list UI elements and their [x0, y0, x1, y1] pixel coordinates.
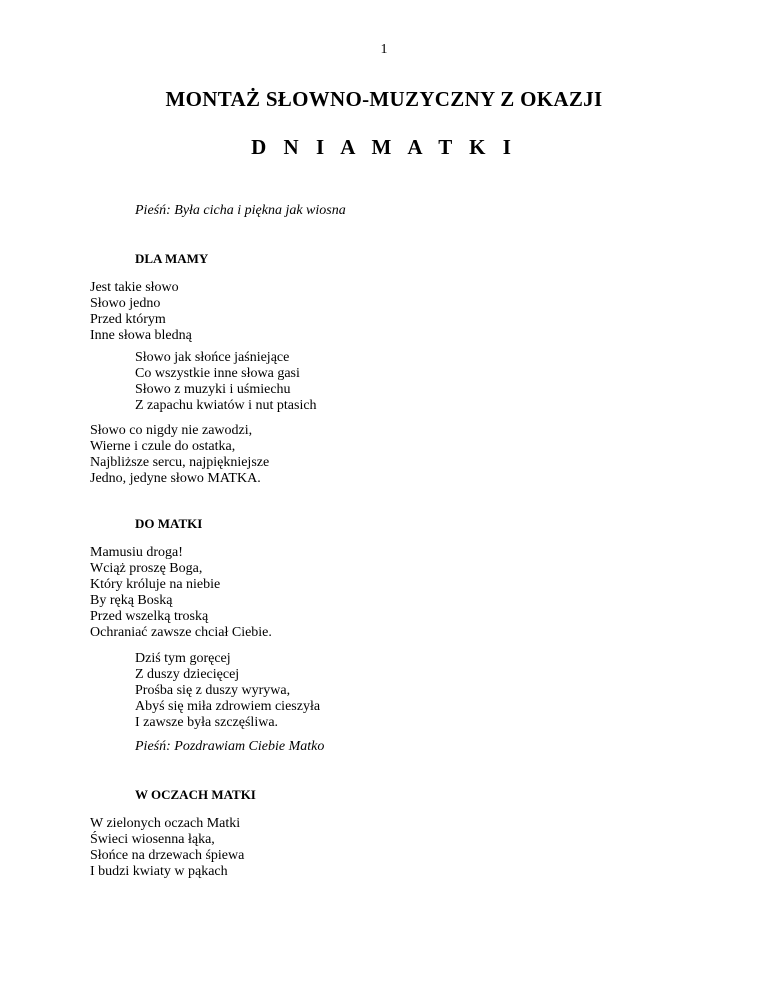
- page-number: 1: [380, 42, 388, 57]
- verse-line: Który króluje na niebie: [90, 577, 221, 592]
- poem-do-matki-stanza-2: [135, 651, 320, 731]
- title-line-2: D N I A M A T K I: [251, 135, 517, 159]
- verse-line: Dziś tym goręcej: [135, 651, 231, 666]
- verse-line: Słowo z muzyki i uśmiechu: [135, 382, 291, 397]
- verse-line: Wierne i czule do ostatka,: [90, 439, 236, 454]
- verse-line: Słońce na drzewach śpiewa: [90, 848, 245, 863]
- verse-line: Inne słowa bledną: [90, 328, 192, 343]
- song-title-2: Pieśń: Pozdrawiam Ciebie Matko: [135, 739, 325, 754]
- verse-line: Jest takie słowo: [90, 280, 179, 295]
- poem-w-oczach-matki-stanza-1: [90, 816, 244, 880]
- poem-heading-w-oczach-matki: W OCZACH MATKI: [135, 787, 256, 802]
- verse-line: Co wszystkie inne słowa gasi: [135, 366, 300, 381]
- verse-line: Świeci wiosenna łąka,: [90, 832, 215, 847]
- poem-heading-dla-mamy: DLA MAMY: [135, 251, 209, 266]
- verse-line: Z zapachu kwiatów i nut ptasich: [135, 398, 317, 413]
- poem-dla-mamy-stanza-3: [90, 423, 269, 487]
- verse-line: Słowo jak słońce jaśniejące: [135, 350, 290, 365]
- poem-dla-mamy-stanza-1: [90, 280, 192, 344]
- verse-line: Przed wszelką troską: [90, 609, 209, 624]
- verse-line: Słowo co nigdy nie zawodzi,: [90, 423, 253, 438]
- verse-line: Jedno, jedyne słowo MATKA.: [90, 471, 261, 486]
- verse-line: Słowo jedno: [90, 296, 161, 311]
- verse-line: I zawsze była szczęśliwa.: [135, 715, 279, 730]
- poem-heading-do-matki: DO MATKI: [135, 516, 203, 531]
- verse-line: Prośba się z duszy wyrywa,: [135, 683, 291, 698]
- poem-do-matki-stanza-1: [90, 545, 272, 641]
- verse-line: Abyś się miła zdrowiem cieszyła: [135, 699, 321, 714]
- poem-dla-mamy-stanza-2: [135, 350, 317, 414]
- verse-line: W zielonych oczach Matki: [90, 816, 241, 831]
- title-line-1: MONTAŻ SŁOWNO-MUZYCZNY Z OKAZJI: [165, 87, 603, 111]
- verse-line: Z duszy dziecięcej: [135, 667, 240, 682]
- verse-line: Wciąż proszę Boga,: [90, 561, 203, 576]
- song-title-1: Pieśń: Była cicha i piękna jak wiosna: [135, 203, 346, 218]
- verse-line: Mamusiu droga!: [90, 545, 183, 560]
- verse-line: Ochraniać zawsze chciał Ciebie.: [90, 625, 272, 640]
- verse-line: By ręką Boską: [90, 593, 173, 608]
- verse-line: Przed którym: [90, 312, 166, 327]
- verse-line: I budzi kwiaty w pąkach: [90, 864, 228, 879]
- verse-line: Najbliższe sercu, najpiękniejsze: [90, 455, 270, 470]
